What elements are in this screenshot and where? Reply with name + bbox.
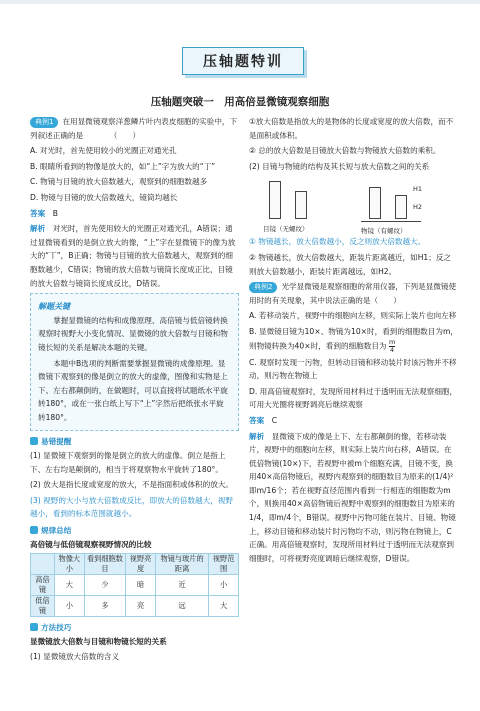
fraction-den: 4 [390,345,395,354]
method-title: 方法技巧 [41,623,72,633]
ex2-option-b-text: B. 显微镜目镜为10×、物镜为10×时，看到的细胞数目为m，则物镜转换为40×时，看到的细胞数目为 [249,326,458,351]
example-2-tag: 典例2 [249,282,277,293]
table-header: 看到细胞数目 [84,554,126,575]
lens-figure [249,175,458,236]
key-note-p1: 掌握显微镜的结构和成像原理、高倍镜与低倍镜转换观察时视野大小变化情况、显微镜的放大倍数与目镜和物镜长短的关系是解决本题的关键。 [38,315,228,352]
table-cell: 高倍镜 [31,575,55,596]
key-note-box [30,293,239,431]
key-note-p2: 本题中B选项的判断需要掌握显微镜的成像原理。显微镜下观察到的像是倒立的放大的虚像，图像和实物是上下、左右都颠倒的，在做题时，可以直接将试题纸水平旋转180°，或在一张白纸上写下“上”字然后把纸张水平旋转180°。 [38,358,228,422]
summary-icon [30,526,38,534]
example-1-stem: 在用显微镜观察洋葱鳞片叶内表皮细胞的实验中，下列叙述正确的是 （ ） [30,117,238,140]
answer-line [30,207,239,221]
example-2-stem: 光学显微镜是观察细胞的常用仪器，下列是显微镜使用时的有关现象，其中说法正确的是（ ） [249,282,457,305]
right-r2: ② 总的放大倍数是目镜放大倍数与物镜放大倍数的乘积。 [249,146,441,156]
table-cell: 近 [155,575,208,596]
example-2 [249,280,458,307]
ex2-option-a: A. 若移动装片，视野中的细胞向左移，则实际上装片也向左移 [249,311,457,321]
answer-label: 答案 [30,208,46,218]
table-cell: 少 [84,575,126,596]
option-d: D. 物镜与目镜的放大倍数越大，镜筒均越长 [30,192,178,202]
ex2-analysis-text1: 显微镜下成的像是上下、左右都颠倒的像，若移动装片，视野中的细胞向左移，则实际上装片向右移，A错误。在低倍物镜(10×)下，若视野中被m个细胞充满，目镜不变，换用40×高倍物镜后，视野内观察到的细胞数目为原来的 [249,431,454,482]
table-cell: 大 [209,596,239,617]
key-note-title: 解题关键 [38,302,70,312]
objective-long [369,187,381,219]
tip-2: (2) 放大是指长度或宽度的放大，不是指面积或体积的放大。 [30,480,234,490]
table-row [31,575,239,596]
table-header: 物像大小 [54,554,84,575]
top-bar [0,0,480,4]
summary-title: 规律总结 [41,526,72,536]
summary-heading [30,524,239,538]
ex2-answer [249,414,458,428]
option-b: B. 眼睛所看到的物像是放大的，如“上”字为放大的“丁” [30,161,216,171]
method-subtitle: 显微镜放大倍数与目镜和物镜长短的关系 [30,636,167,646]
option-a: A. 对光时，首先使用较小的光圈正对通光孔 [30,146,177,156]
slide-line [361,221,421,222]
table-cell: 暗 [126,575,156,596]
table-header: 视野亮度 [126,554,156,575]
objective-short [395,195,407,219]
right-r1: ①放大倍数是指放大的是物体的长度或宽度的放大倍数，而不是面积或体积。 [249,117,454,140]
eyepiece-short [295,191,307,219]
tip-1: (1) 显微镜下观察到的像是倒立的放大的虚像。倒立是指上下、左右均是颠倒的，相当于将观察物水平旋转了180°。 [30,451,226,474]
ex2-answer-value: C [271,415,278,425]
table-cell: 多 [84,596,126,617]
ex2-analysis-label: 解析 [249,431,265,441]
right-r3: (2) 目镜与物镜的结构及其长短与放大倍数之间的关系 [249,161,430,171]
table-cell: 亮 [126,596,156,617]
analysis-text: 对光时，首先使用较大的光圈正对通光孔，A错误；通过显微镜看到的是倒立放大的像，“上”字在显微镜下的像为放大的“丅”，B正确；物镜与目镜的放大倍数越大，观察到的细胞数越少，C错误；物镜的放大倍数与镜筒长度成正比，目镜的放大倍数与镜筒长度成反比，D错误。 [30,224,236,288]
answer-value: B [52,208,58,218]
section-banner: 压轴题特训 [182,47,304,75]
left-column [30,115,239,666]
page-subtitle: 压轴题突破一 用高倍显微镜观察细胞 [150,96,330,108]
ex2-analysis-frac: (1/4)² [432,472,454,482]
table-header: 视野范围 [209,554,239,575]
ex2-option-d: D. 用高倍镜观察时，发现所用材料过于透明而无法观察细胞，可用大光圈将视野调亮后继续观察 [249,386,458,410]
table-cell: 低倍镜 [31,596,55,617]
comparison-table [30,553,239,617]
tips-heading [30,435,239,449]
table-cell: 大 [54,575,84,596]
ex2-option-c: C. 观察时发现一污物，但转动目镜和移动装片时该污物并不移动，则污物在物镜上 [249,357,457,381]
tips-title: 易错提醒 [41,437,72,447]
right-r4: ① 物镜越长，放大倍数越小，反之则放大倍数越大。 [249,237,426,247]
ex2-analysis [249,430,458,566]
analysis-label: 解析 [30,224,46,234]
eyepiece-long [269,181,281,219]
right-column [249,115,458,567]
example-1 [30,115,239,142]
h2-label: H2 [413,203,423,212]
fraction [389,339,395,354]
table-row [31,596,239,617]
h1-label: H1 [413,185,423,194]
table-cell: 小 [54,596,84,617]
table-title: 高倍镜与低倍镜观察视野情况的比较 [30,539,152,549]
method-icon [30,623,38,631]
table-header: 物镜与玻片的距离 [155,554,208,575]
method-item-1: (1) 显微镜放大倍数的含义 [30,652,120,662]
fraction-num: m [388,337,396,346]
tips-icon [30,437,38,445]
table-cell: 小 [209,575,239,596]
table-header [31,554,55,575]
ex2-option-b [249,325,458,354]
analysis [30,222,239,290]
eyepiece-caption: 目镜（无螺纹） [263,225,309,234]
example-1-tag: 典例1 [30,117,58,128]
table-cell: 远 [155,596,208,617]
tip-3: (3) 视野的大小与放大倍数成反比，即放大的倍数越大，视野越小，看到的标本范围就越小。 [30,495,234,519]
method-heading [30,621,239,635]
right-r5: ② 物镜越长，放大倍数越大，距装片距离越近，如H1；反之则放大倍数越小，距装片距离越远，如H2。 [249,252,452,276]
ex2-analysis-text2: 即m/16个；若在视野直径范围内看到一行相连的细胞数为m个，则换用40×高倍物镜后视野中观察到的细胞数目为原来的1/4，即m/4个，B错误。视野中污物可能在装片、目镜、物镜上，移动目镜和移动装片时污物均不动，则污物在物镜上，C正确。用高倍镜观察时，发现所用材料过于透明而无法观察到细胞时，可将视野亮度调暗后继续观察，D错误。 [249,485,456,563]
option-c: C. 物镜与目镜的放大倍数越大，观察到的细胞数越多 [30,177,208,187]
objective-caption: 物镜（有螺纹） [361,227,407,236]
ex2-answer-label: 答案 [249,415,265,425]
